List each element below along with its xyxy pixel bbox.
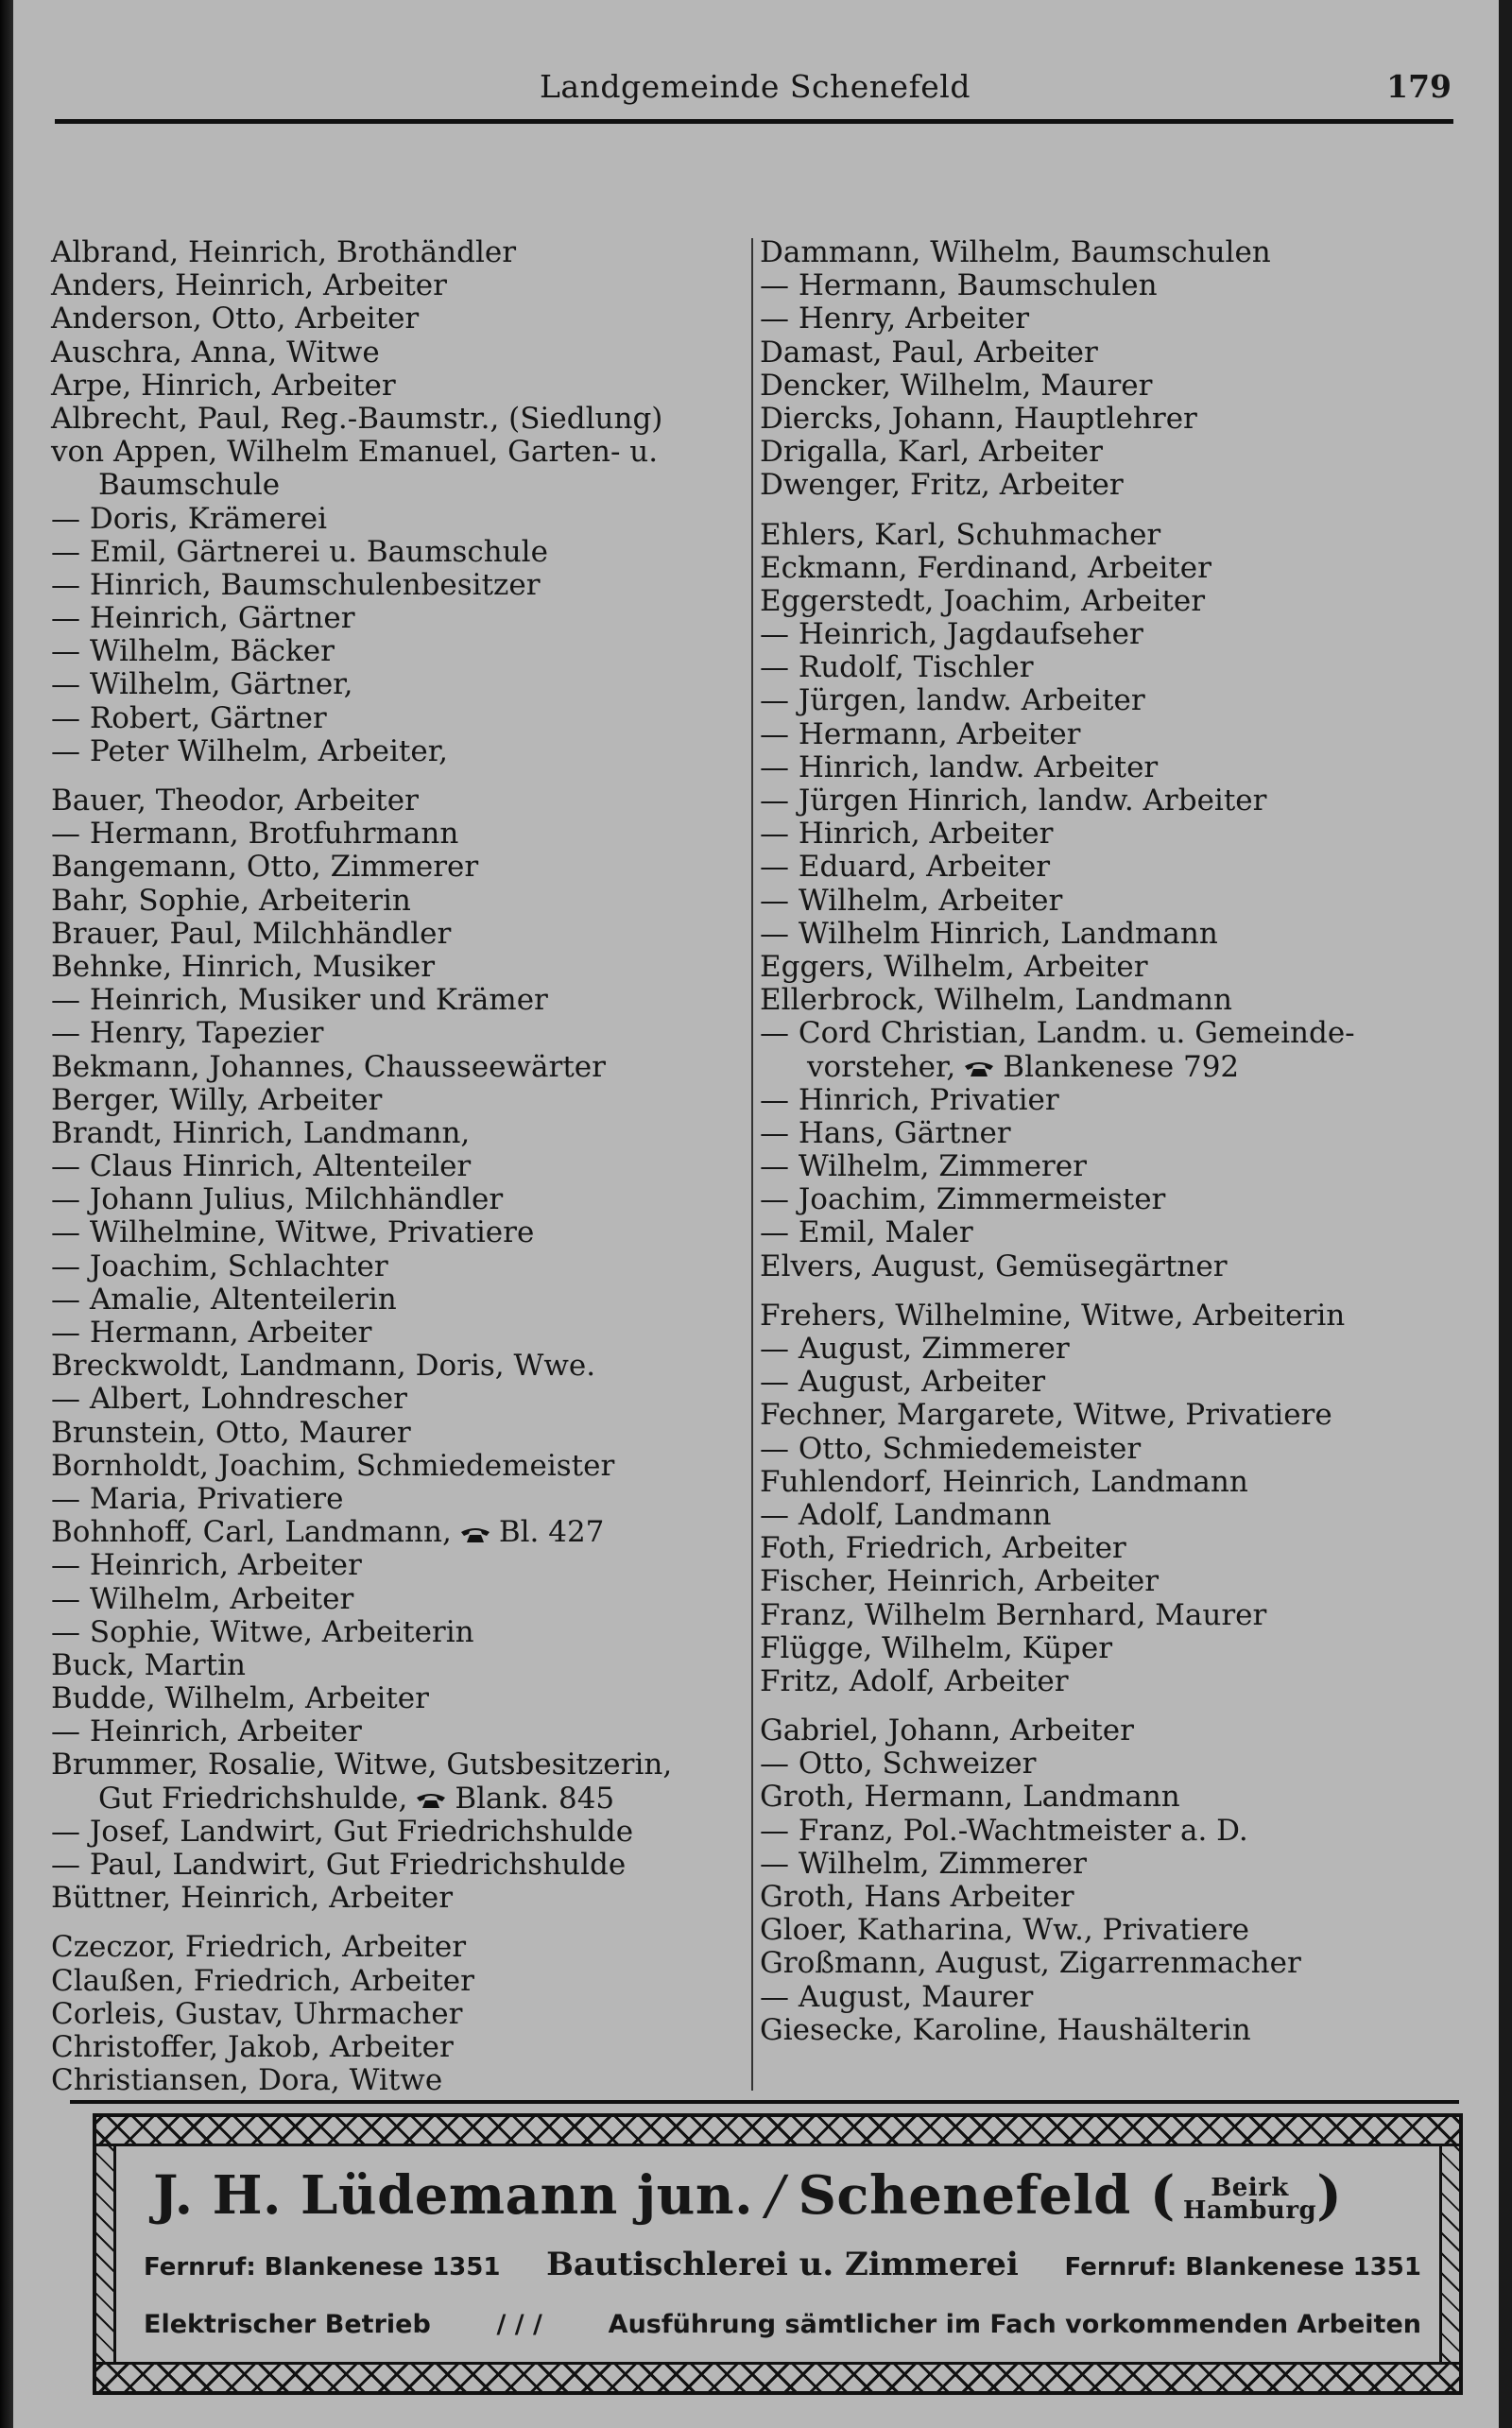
directory-entry <box>51 503 750 536</box>
telephone-icon <box>963 1059 995 1077</box>
directory-entry <box>51 818 750 851</box>
directory-entry <box>51 1782 750 1816</box>
directory-entry <box>760 885 1459 918</box>
entry-text: Fischer, Heinrich, Arbeiter <box>760 1564 1160 1599</box>
entry-text: — Wilhelm, Gärtner, <box>51 667 353 702</box>
directory-entry <box>51 1998 750 2031</box>
directory-entry <box>760 651 1459 684</box>
entry-text: — Hinrich, landw. Arbeiter <box>760 749 1159 784</box>
entry-text: — Hinrich, Baumschulenbesitzer <box>51 567 541 602</box>
entry-text: Groth, Hermann, Landmann <box>760 1780 1180 1815</box>
entry-text: Auschra, Anna, Witwe <box>51 335 380 370</box>
directory-entry <box>760 1250 1459 1283</box>
directory-entry <box>51 1483 750 1516</box>
advertisement <box>93 2113 1463 2395</box>
directory-entry <box>760 1714 1459 1748</box>
directory-entry <box>51 735 750 768</box>
ad-company-name: J. H. Lüdemann jun. <box>153 2164 754 2227</box>
advertisement-rule <box>70 2100 1459 2104</box>
entry-text: — August, Zimmerer <box>760 1332 1070 1366</box>
entry-text: Flügge, Wilhelm, Küper <box>760 1630 1113 1665</box>
directory-entry <box>51 1616 750 1649</box>
entry-text: — Doris, Krämerei <box>51 501 328 536</box>
directory-entry <box>760 1815 1459 1848</box>
entry-text: Dammann, Wilhelm, Baumschulen <box>760 235 1271 269</box>
directory-entry <box>760 1632 1459 1665</box>
directory-entry <box>760 1216 1459 1249</box>
directory-entry <box>760 1399 1459 1432</box>
directory-entry <box>51 1350 750 1383</box>
entry-text: Dwenger, Fritz, Arbeiter <box>760 468 1124 503</box>
entry-text: Bahr, Sophie, Arbeiterin <box>51 883 411 918</box>
entry-text: Büttner, Heinrich, Arbeiter <box>51 1881 454 1916</box>
entry-text: Großmann, August, Zigarrenmacher <box>760 1946 1301 1981</box>
ad-district <box>1182 2174 1317 2226</box>
directory-entry <box>760 436 1459 469</box>
directory-entry <box>760 1499 1459 1532</box>
column-divider <box>751 238 753 2091</box>
entry-text: — Cord Christian, Landm. u. Gemeinde- <box>760 1016 1355 1051</box>
directory-entry <box>51 1715 750 1748</box>
directory-entry <box>51 668 750 701</box>
directory-entry <box>51 1017 750 1050</box>
entry-text: — Hermann, Arbeiter <box>51 1316 372 1350</box>
ad-district-paren-open: ( <box>1149 2164 1176 2227</box>
directory-entry <box>51 1882 750 1915</box>
entry-text: — Hinrich, Privatier <box>760 1082 1059 1117</box>
entry-phone: Bl. 427 <box>498 1515 605 1550</box>
ad-company-separator: / <box>766 2165 785 2227</box>
entry-text: Christiansen, Dora, Witwe <box>51 2063 443 2098</box>
directory-entry <box>51 602 750 635</box>
entry-text: Damast, Paul, Arbeiter <box>760 335 1098 370</box>
directory-entry <box>51 851 750 884</box>
directory-entry <box>51 1965 750 1998</box>
directory-entry <box>51 336 750 370</box>
directory-entry <box>760 851 1459 884</box>
directory-entry <box>51 436 750 469</box>
entry-text: vorsteher, <box>807 1049 956 1084</box>
directory-entry <box>760 1183 1459 1216</box>
directory-entry <box>760 1848 1459 1881</box>
entry-text: — Wilhelm, Arbeiter <box>760 883 1063 918</box>
entry-text: — Peter Wilhelm, Arbeiter, <box>51 733 448 768</box>
ad-place: Schenefeld <box>798 2164 1131 2227</box>
directory-entry <box>760 2014 1459 2047</box>
directory-entry <box>760 552 1459 585</box>
directory-entry <box>51 702 750 735</box>
entry-text: Gloer, Katharina, Ww., Privatiere <box>760 1913 1249 1948</box>
directory-entry <box>51 1649 750 1682</box>
directory-entry <box>760 1084 1459 1117</box>
entry-text: Anderson, Otto, Arbeiter <box>51 301 420 336</box>
telephone-icon <box>415 1790 447 1809</box>
directory-entry <box>760 951 1459 984</box>
entry-text: Bangemann, Otto, Zimmerer <box>51 850 479 885</box>
entry-phone: Blankenese 792 <box>1003 1049 1240 1084</box>
entry-text: — Rudolf, Tischler <box>760 650 1034 685</box>
directory-entry <box>51 885 750 918</box>
directory-entry <box>51 1150 750 1183</box>
ad-trade: Bautischlerei u. Zimmerei <box>546 2246 1019 2283</box>
directory-entry <box>760 1748 1459 1781</box>
entry-text: Ehlers, Karl, Schuhmacher <box>760 517 1161 552</box>
entry-text: — Joachim, Zimmermeister <box>760 1182 1166 1217</box>
binding-edge <box>0 0 13 2428</box>
entry-text: — Wilhelm Hinrich, Landmann <box>760 916 1218 951</box>
directory-entry <box>760 1532 1459 1565</box>
directory-entry <box>51 1317 750 1350</box>
directory-entry <box>760 1781 1459 1814</box>
entry-text: Baumschule <box>98 468 281 503</box>
directory-entry <box>760 1117 1459 1150</box>
entry-text: Foth, Friedrich, Arbeiter <box>760 1531 1126 1566</box>
directory-entry <box>51 1283 750 1317</box>
directory-entry <box>760 1665 1459 1698</box>
entry-text: Berger, Willy, Arbeiter <box>51 1082 383 1117</box>
directory-entry <box>51 1849 750 1882</box>
entry-text: — Heinrich, Musiker und Krämer <box>51 983 548 1018</box>
directory-entry <box>760 1300 1459 1333</box>
directory-entry <box>760 1051 1459 1084</box>
entry-text: — Hinrich, Arbeiter <box>760 817 1054 852</box>
directory-entry <box>760 269 1459 302</box>
ad-line-separator: / / / <box>496 2310 542 2339</box>
entry-text: — Heinrich, Jagdaufseher <box>760 617 1143 652</box>
entry-text: Albrand, Heinrich, Brothändler <box>51 235 517 269</box>
entry-text: Diercks, Johann, Hauptlehrer <box>760 401 1197 436</box>
directory-entry <box>760 1366 1459 1399</box>
ad-border-bottom <box>96 2362 1459 2391</box>
entry-text: Eggers, Wilhelm, Arbeiter <box>760 949 1148 984</box>
entry-text: Brandt, Hinrich, Landmann, <box>51 1115 471 1150</box>
directory-entry <box>760 1947 1459 1980</box>
directory-entry <box>51 1250 750 1283</box>
entry-text: Albrecht, Paul, Reg.-Baumstr., (Siedlung) <box>51 401 663 436</box>
entry-text: Fritz, Adolf, Arbeiter <box>760 1663 1069 1698</box>
entry-text: Arpe, Hinrich, Arbeiter <box>51 368 396 403</box>
directory-entry <box>51 1216 750 1249</box>
directory-entry <box>51 1051 750 1084</box>
directory-entry <box>51 1583 750 1616</box>
directory-entry <box>760 784 1459 818</box>
directory-entry <box>760 718 1459 751</box>
entry-text: Corleis, Gustav, Uhrmacher <box>51 1996 463 2031</box>
directory-entry <box>760 302 1459 336</box>
directory-page <box>13 0 1499 2428</box>
entry-text: — Sophie, Witwe, Arbeiterin <box>51 1614 474 1649</box>
directory-entry <box>51 469 750 502</box>
entry-text: Bohnhoff, Carl, Landmann, <box>51 1515 452 1550</box>
directory-entry <box>51 1549 750 1582</box>
directory-entry <box>51 1084 750 1117</box>
entry-text: Giesecke, Karoline, Haushälterin <box>760 2012 1251 2047</box>
page-number: 179 <box>1386 68 1452 105</box>
entry-text: — Albert, Lohndrescher <box>51 1382 407 1417</box>
entry-text: — Amalie, Altenteilerin <box>51 1282 397 1317</box>
directory-entry <box>760 1565 1459 1598</box>
directory-entry <box>51 1383 750 1416</box>
entry-text: Elvers, August, Gemüsegärtner <box>760 1248 1228 1283</box>
directory-entry <box>760 370 1459 403</box>
entry-text: — Wilhelm, Zimmerer <box>760 1846 1087 1881</box>
entry-text: Bekmann, Johannes, Chausseewärter <box>51 1049 606 1084</box>
directory-entry <box>760 1914 1459 1947</box>
directory-entry <box>51 918 750 951</box>
entry-text: Fechner, Margarete, Witwe, Privatiere <box>760 1398 1332 1433</box>
entry-text: — Hermann, Arbeiter <box>760 716 1081 751</box>
entry-text: — Heinrich, Gärtner <box>51 601 355 636</box>
directory-entry <box>760 403 1459 436</box>
directory-entry <box>760 684 1459 717</box>
directory-entry <box>760 751 1459 784</box>
entry-text: — Henry, Arbeiter <box>760 301 1030 336</box>
entry-text: Fuhlendorf, Heinrich, Landmann <box>760 1464 1248 1499</box>
entry-text: Breckwoldt, Landmann, Doris, Wwe. <box>51 1349 596 1384</box>
entry-text: Frehers, Wilhelmine, Witwe, Arbeiterin <box>760 1298 1346 1333</box>
directory-entry <box>51 1816 750 1849</box>
directory-entry <box>760 336 1459 370</box>
entry-text: Gabriel, Johann, Arbeiter <box>760 1713 1134 1748</box>
entry-text: — Maria, Privatiere <box>51 1481 344 1516</box>
directory-entry <box>760 236 1459 269</box>
directory-entry <box>760 1981 1459 2014</box>
directory-entry <box>51 1417 750 1450</box>
ad-district-line1: Beirk <box>1211 2174 1289 2203</box>
entry-text: Brunstein, Otto, Maurer <box>51 1415 411 1450</box>
entry-text: — Wilhelm, Arbeiter <box>51 1581 354 1616</box>
entry-text: Budde, Wilhelm, Arbeiter <box>51 1681 429 1716</box>
directory-entry <box>760 918 1459 951</box>
entry-text: — August, Maurer <box>760 1979 1034 2014</box>
left-column <box>51 236 750 2097</box>
entry-text: Dencker, Wilhelm, Maurer <box>760 368 1153 403</box>
entry-text: Claußen, Friedrich, Arbeiter <box>51 1963 474 1998</box>
entry-text: Bauer, Theodor, Arbeiter <box>51 784 419 818</box>
directory-entry <box>51 984 750 1017</box>
entry-text: Groth, Hans Arbeiter <box>760 1880 1074 1914</box>
entry-text: Brummer, Rosalie, Witwe, Gutsbesitzerin, <box>51 1748 673 1782</box>
entry-text: — Emil, Maler <box>760 1215 973 1250</box>
header-rule <box>55 119 1453 124</box>
ad-info-line <box>144 2246 1421 2283</box>
entry-text: Eggerstedt, Joachim, Arbeiter <box>760 583 1206 618</box>
directory-entry <box>51 1450 750 1483</box>
directory-entry <box>51 1748 750 1782</box>
ad-line-left: Elektrischer Betrieb <box>144 2310 431 2339</box>
directory-entry <box>51 1117 750 1150</box>
directory-entry <box>51 269 750 302</box>
entry-text: — Otto, Schmiedemeister <box>760 1431 1142 1466</box>
ad-district-paren-close: ) <box>1316 2164 1343 2227</box>
entry-text: Ellerbrock, Wilhelm, Landmann <box>760 983 1232 1018</box>
ad-border-top <box>96 2117 1459 2146</box>
entry-text: — Wilhelmine, Witwe, Privatiere <box>51 1215 535 1250</box>
entry-text: — Heinrich, Arbeiter <box>51 1714 362 1749</box>
directory-entry <box>760 1150 1459 1183</box>
directory-entry <box>760 1881 1459 1914</box>
directory-entry <box>760 618 1459 651</box>
entry-text: Bornholdt, Joachim, Schmiedemeister <box>51 1448 615 1483</box>
entry-text: Christoffer, Jakob, Arbeiter <box>51 2029 454 2064</box>
directory-entry <box>51 236 750 269</box>
directory-entry <box>51 1183 750 1216</box>
entry-text: Anders, Heinrich, Arbeiter <box>51 268 447 303</box>
entry-text: — Wilhelm, Zimmerer <box>760 1149 1087 1184</box>
entry-text: Brauer, Paul, Milchhändler <box>51 916 452 951</box>
entry-text: — Hans, Gärtner <box>760 1115 1011 1150</box>
entry-text: — Wilhelm, Bäcker <box>51 634 335 669</box>
ad-services-line <box>144 2310 1421 2339</box>
ad-phone-right: Fernruf: Blankenese 1351 <box>1064 2253 1421 2282</box>
directory-entry <box>51 784 750 818</box>
page-title: Landgemeinde Schenefeld <box>540 68 971 105</box>
entry-text: Behnke, Hinrich, Musiker <box>51 949 436 984</box>
entry-text: — Otto, Schweizer <box>760 1747 1037 1782</box>
directory-entry <box>51 1931 750 1964</box>
ad-company-line <box>153 2164 1342 2227</box>
entry-text: — Jürgen Hinrich, landw. Arbeiter <box>760 784 1267 818</box>
directory-entry <box>51 635 750 668</box>
directory-entry <box>760 1599 1459 1632</box>
ad-border-right <box>1439 2144 1459 2365</box>
entry-text: Buck, Martin <box>51 1647 246 1682</box>
ad-line-right: Ausführung sämtlicher im Fach vorkommenden Arbeiten <box>608 2310 1421 2339</box>
directory-entry <box>760 984 1459 1017</box>
directory-entry <box>760 1017 1459 1050</box>
directory-entry <box>51 403 750 436</box>
ad-district-line2: Hamburg <box>1182 2196 1317 2226</box>
directory-entry <box>51 951 750 984</box>
entry-text: — Johann Julius, Milchhändler <box>51 1182 504 1217</box>
entry-text: — Hermann, Brotfuhrmann <box>51 817 459 852</box>
telephone-icon <box>459 1524 491 1543</box>
entry-text: — Claus Hinrich, Altenteiler <box>51 1149 472 1184</box>
directory-entry <box>51 1682 750 1715</box>
entry-text: — Eduard, Arbeiter <box>760 850 1051 885</box>
directory-entry <box>51 1516 750 1549</box>
ad-phone-left: Fernruf: Blankenese 1351 <box>144 2253 501 2282</box>
entry-text: — Emil, Gärtnerei u. Baumschule <box>51 534 548 569</box>
entry-text: — Joachim, Schlachter <box>51 1248 388 1283</box>
entry-text: — Paul, Landwirt, Gut Friedrichshulde <box>51 1848 627 1882</box>
entry-text: Czeczor, Friedrich, Arbeiter <box>51 1930 467 1965</box>
entry-text: Drigalla, Karl, Arbeiter <box>760 435 1103 470</box>
entry-phone: Blank. 845 <box>455 1781 615 1816</box>
directory-entry <box>760 1433 1459 1466</box>
entry-text: von Appen, Wilhelm Emanuel, Garten- u. <box>51 435 659 470</box>
directory-entry <box>760 469 1459 502</box>
entry-text: — Heinrich, Arbeiter <box>51 1548 362 1583</box>
directory-entry <box>760 1466 1459 1499</box>
directory-entry <box>760 585 1459 618</box>
entry-text: — Henry, Tapezier <box>51 1016 324 1051</box>
entry-text: — Adolf, Landmann <box>760 1497 1052 1532</box>
entry-text: Gut Friedrichshulde, <box>98 1781 408 1816</box>
right-column <box>760 236 1459 2047</box>
directory-entry <box>760 1333 1459 1366</box>
directory-entry <box>760 519 1459 552</box>
directory-entry <box>51 2064 750 2097</box>
directory-entry <box>51 536 750 569</box>
entry-text: — Franz, Pol.-Wachtmeister a. D. <box>760 1813 1248 1848</box>
directory-entry <box>760 818 1459 851</box>
directory-entry <box>51 302 750 336</box>
page-header <box>51 68 1459 121</box>
entry-text: — Jürgen, landw. Arbeiter <box>760 683 1145 718</box>
entry-text: Franz, Wilhelm Bernhard, Maurer <box>760 1597 1267 1632</box>
directory-entry <box>51 569 750 602</box>
entry-text: — August, Arbeiter <box>760 1365 1046 1400</box>
directory-entry <box>51 370 750 403</box>
entry-text: — Robert, Gärtner <box>51 700 327 735</box>
directory-entry <box>51 2031 750 2064</box>
entry-text: Eckmann, Ferdinand, Arbeiter <box>760 550 1211 585</box>
entry-text: — Hermann, Baumschulen <box>760 268 1158 303</box>
ad-border-left <box>96 2144 116 2365</box>
entry-text: — Josef, Landwirt, Gut Friedrichshulde <box>51 1814 634 1849</box>
